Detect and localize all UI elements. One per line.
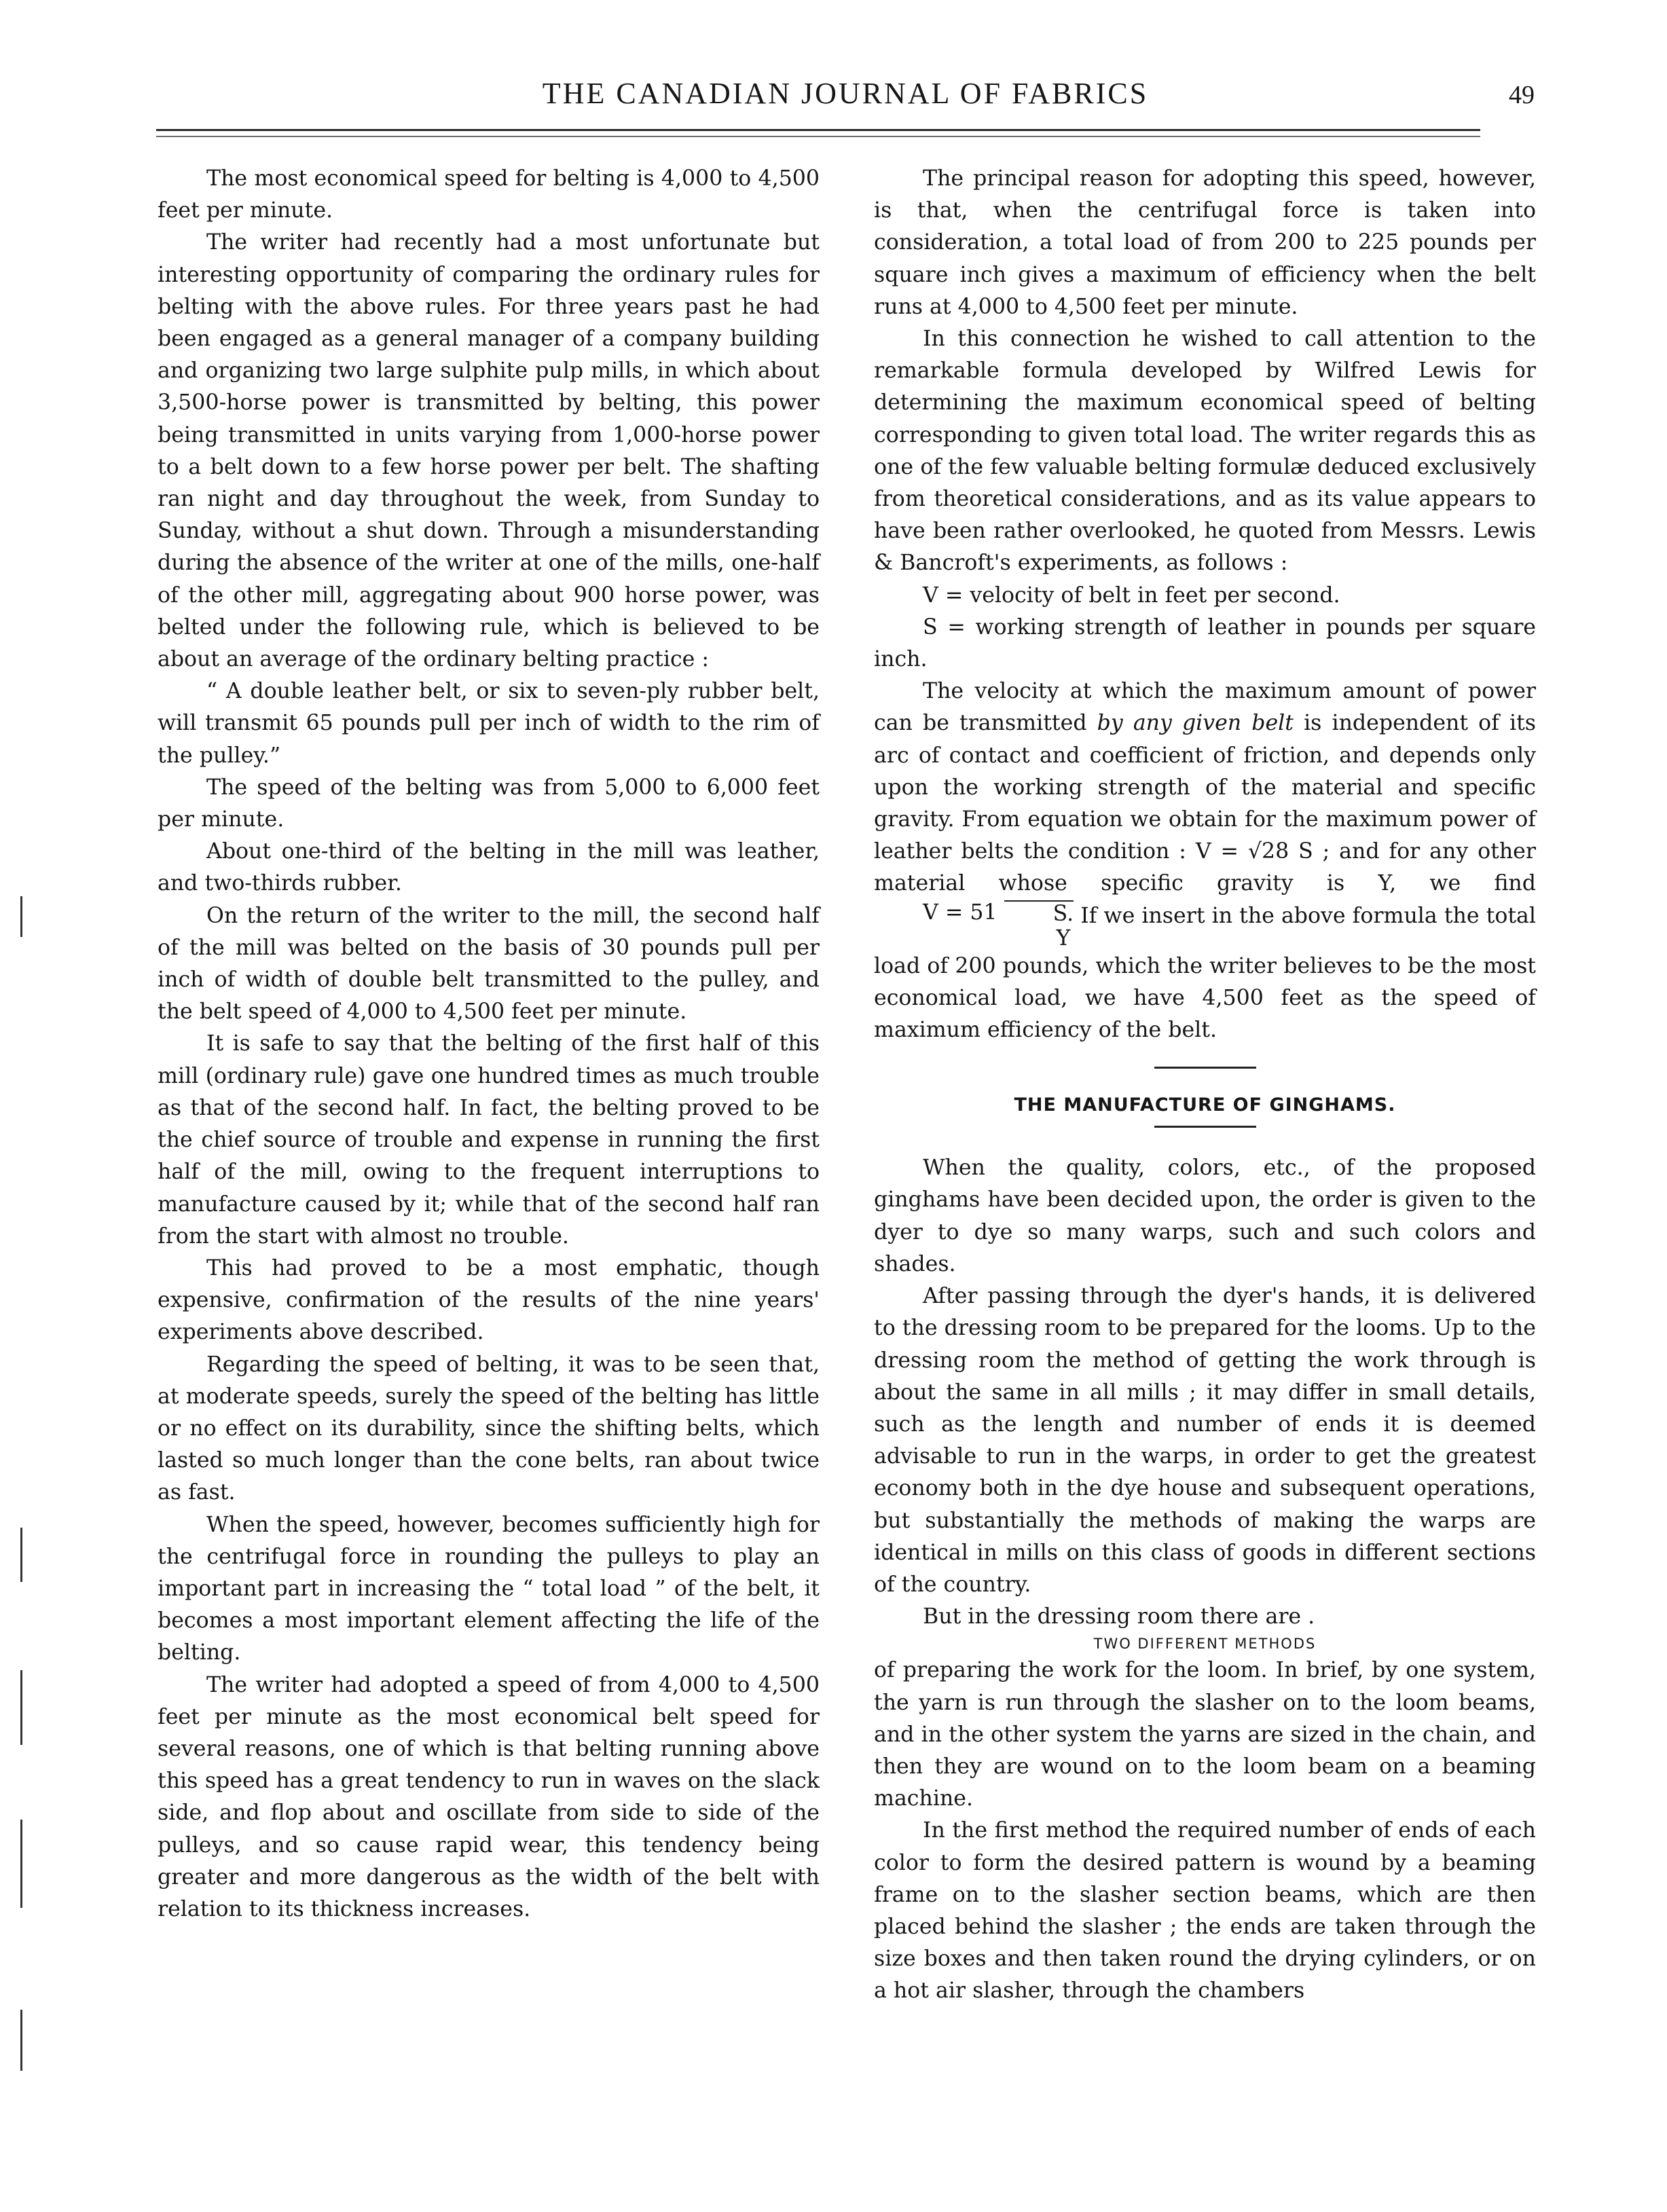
paragraph: The writer had adopted a speed of from 4,000 to 4,500 feet per minute as the most economical belt speed for several reasons, one of which is that belting running above this speed has a great tendency to run in waves on the slack side, and flop about and oscillate from side to side of the pulleys, and so cause rapid wear, this tendency being greater and more dangerous as the width of the belt with relation to its thickness increases. xyxy=(158,1672,820,1921)
running-title: THE CANADIAN JOURNAL OF FABRICS xyxy=(542,77,1149,110)
paragraph: But in the dressing room there are . xyxy=(923,1604,1315,1629)
margin-mark xyxy=(20,896,22,937)
quoted-rule: “ A double leather belt, or six to seven-ply rubber belt, will transmit 65 pounds pull per inch of width to the rim of the pulley.” xyxy=(158,679,820,768)
paragraph: of preparing the work for the loom. In brief, by one system, the yarn is run through the slasher on to the loom beams, and in the other system the yarns are sized in the chain, and then they are wound on to the loom beam on a beaming machine. xyxy=(874,1658,1536,1811)
section-separator xyxy=(1154,1067,1256,1069)
margin-mark xyxy=(20,2010,22,2071)
formula-general xyxy=(874,900,1074,951)
left-column xyxy=(158,163,820,1925)
formula-numerator: S. xyxy=(1004,900,1074,926)
paragraph: About one-third of the belting in the mill was leather, and two-thirds rubber. xyxy=(158,839,820,896)
paragraph: Regarding the speed of belting, it was to be seen that, at moderate speeds, surely the speed of the belting has little or no effect on its durability, since the shifting belts, which lasted so much longer than the cone belts, ran about twice as fast. xyxy=(158,1352,820,1505)
page-number: 49 xyxy=(1509,81,1535,109)
heading-underline xyxy=(1154,1126,1256,1128)
margin-mark xyxy=(20,1670,22,1745)
right-column xyxy=(874,163,1536,2008)
paragraph: On the return of the writer to the mill, the second half of the mill was belted on the basis of 30 pounds pull per inch of width of double belt transmitted to the pulley, and the belt speed of 4,000 to 4,500 feet per minute. xyxy=(158,903,820,1025)
page-header xyxy=(156,76,1535,130)
margin-mark xyxy=(20,1820,22,1908)
definition-v: V = velocity of belt in feet per second. xyxy=(923,583,1340,608)
paragraph: The most economical speed for belting is 4,000 to 4,500 feet per minute. xyxy=(158,166,820,223)
subheading: TWO DIFFERENT METHODS xyxy=(1093,1636,1317,1653)
formula-leather: V = √28 S ; xyxy=(1195,839,1330,864)
header-rule xyxy=(156,129,1480,131)
formula-lhs: V = 51 xyxy=(923,900,997,925)
paragraph: The writer had recently had a most unfortunate but interesting opportunity of comparing the ordinary rules for belting with the above rules. For three years past he had been engaged as a general manager of a company building and organizing two large sulphite pulp mills, in which about 3,500-horse power is transmitted by belting, this power being transmitted in units varying from 1,000-horse power to a belt down to a few horse power per belt. The shafting ran night and day throughout the week, from Sunday to Sunday, without a shut down. Through a misunderstanding during the absence of the writer at one of the mills, one-half of the other mill, aggregating about 900 horse power, was belted under the following rule, which is believed to be about an average of the ordinary belting practice : xyxy=(158,230,820,672)
paragraph: When the speed, however, becomes sufficiently high for the centrifugal force in rounding the pulleys to play an important part in increasing the “ total load ” of the belt, it becomes a most important element affecting the life of the belting. xyxy=(158,1512,820,1665)
paragraph: After passing through the dyer's hands, it is delivered to the dressing room to be prepared for the looms. Up to the dressing room the method of getting the work through is about the same in all mills ; it may differ in small details, such as the length and number of ends it is deemed advisable to run in the warps, in order to get the greatest economy both in the dye house and subsequent operations, but substantially the methods of making the warps are identical in mills on this class of goods in different sections of the country. xyxy=(874,1284,1536,1597)
text: The velocity at which the maximum amount of power can be transmitted xyxy=(874,679,1536,736)
definition-s: S = working strength of leather in pounds per square inch. xyxy=(874,614,1536,672)
header-rule-thin xyxy=(156,136,1480,137)
paragraph: In the first method the required number of ends of each color to form the desired pattern is wound by a beaming frame on to the slasher section beams, which are then placed behind the slasher ; the ends are taken through the size boxes and then taken round the drying cylinders, or on a hot air slasher, through the chambers xyxy=(874,1818,1536,2004)
text: and for any other material whose specific gravity is Y, we find xyxy=(874,839,1536,896)
paragraph: This had proved to be a most emphatic, though expensive, confirmation of the results of the nine years' experiments above described. xyxy=(158,1255,820,1345)
paragraph-formula xyxy=(874,676,1536,1046)
paragraph: In this connection he wished to call attention to the remarkable formula developed by Wilfred Lewis for determining the maximum economical speed of belting corresponding to given total load. The writer regards this as one of the few valuable belting formulæ deduced exclusively from theoretical considerations, and as its value appears to have been rather overlooked, he quoted from Messrs. Lewis & Bancroft's experiments, as follows : xyxy=(874,327,1536,576)
margin-mark xyxy=(20,1528,22,1582)
paragraph: The principal reason for adopting this speed, however, is that, when the centrifugal force is taken into consideration, a total load of from 200 to 225 pounds per square inch gives a maximum of efficiency when the belt runs at 4,000 to 4,500 feet per minute. xyxy=(874,166,1536,319)
text: is independent of its arc of contact and coefficient of friction, and depends only upon the working strength of the material and specific gravity. From equation we obtain for the maximum power of leather belts the condition : xyxy=(874,711,1536,864)
emphasis: by any given belt xyxy=(1097,711,1294,736)
paragraph: When the quality, colors, etc., of the proposed ginghams have been decided upon, the order is given to the dyer to dye so many warps, such and such colors and shades. xyxy=(874,1156,1536,1276)
text: If we insert in the above formula the total load of 200 pounds, which the writer believes to be the most economical load, we have 4,500 feet as the speed of maximum efficiency of the belt. xyxy=(874,903,1536,1043)
paragraph: The speed of the belting was from 5,000 to 6,000 feet per minute. xyxy=(158,775,820,832)
formula-denominator: Y xyxy=(1056,925,1071,951)
section-heading: THE MANUFACTURE OF GINGHAMS. xyxy=(1014,1094,1396,1116)
paragraph: It is safe to say that the belting of the first half of this mill (ordinary rule) gave one hundred times as much trouble as that of the second half. In fact, the belting proved to be the chief source of trouble and expense in running the first half of the mill, owing to the frequent interruptions to manufacture caused by it; while that of the second half ran from the start with almost no trouble. xyxy=(158,1031,820,1249)
